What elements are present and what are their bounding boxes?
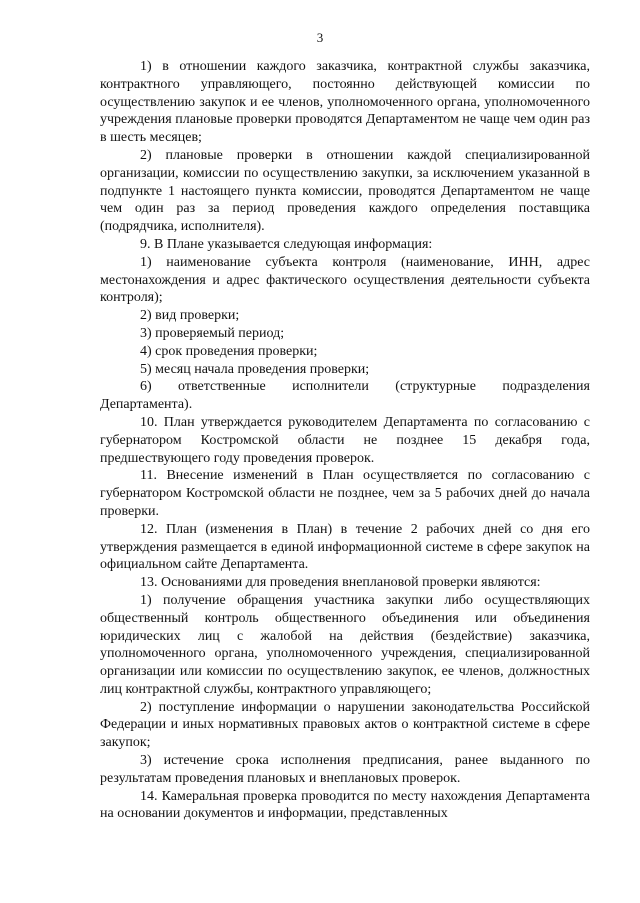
paragraph-11: 11. Внесение изменений в План осуществляется по согласованию с губернатором Костромской области не позднее, чем за 5 рабочих дней до начала проверки. [100,468,590,519]
paragraph-9-5: 5) месяц начала проведения проверки; [140,361,370,377]
paragraph-13-2: 2) поступление информации о нарушении законодательства Российской Федерации и иных нормативных правовых актов о контрактной системе в сфере закупок; [100,699,590,751]
paragraph-8-2: 2) плановые проверки в отношении каждой специализированной организации, комиссии по осуществлению закупки, за исключением указанной в подпункте 1 настоящего пункта комиссии, проводятся Департаментом не чаще чем один раз за период проведения каждого определения поставщика (подрядчика, исполнителя). [100,147,590,235]
paragraph-10: 10. План утверждается руководителем Департамента по согласованию с губернатором Костромской области не позднее 15 декабря года, предшествующего году проведения проверок. [100,414,590,466]
paragraph-9-3: 3) проверяемый период; [140,325,285,341]
paragraph-14: 14. Камеральная проверка проводится по месту нахождения Департамента на основании документов и информации, представленных [100,788,590,822]
paragraph-8-1: 1) в отношении каждого заказчика, контрактной службы заказчика, контрактного управляющего, постоянно действующей комиссии по осуществлению закупок и ее членов, уполномоченного органа, уполномоченного учреждения плановые проверки проводятся Департаментом не чаще чем один раз в шесть месяцев; [100,59,590,146]
paragraph-13: 13. Основаниями для проведения внеплановой проверки являются: [140,575,541,591]
document-body [100,58,590,823]
paragraph-9-2: 2) вид проверки; [140,308,240,324]
paragraph-13-3: 3) истечение срока исполнения предписания, ранее выданного по результатам проведения плановых и внеплановых проверок. [100,753,590,786]
paragraph-9-1: 1) наименование субъекта контроля (наименование, ИНН, адрес местонахождения и адрес фактического осуществления деятельности субъекта контроля); [100,254,590,306]
paragraph-9-4: 4) срок проведения проверки; [140,343,318,359]
paragraph-12: 12. План (изменения в План) в течение 2 рабочих дней со дня его утверждения размещается в единой информационной системе в сфере закупок на официальном сайте Департамента. [100,521,590,573]
page-number: 3 [316,30,324,45]
paragraph-9: 9. В Плане указывается следующая информация: [140,236,433,252]
paragraph-9-6: 6) ответственные исполнители (структурные подразделения Департамента). [100,379,590,413]
paragraph-13-1: 1) получение обращения участника закупки либо осуществляющих общественный контроль общественного объединения или объединения юридических лиц с жалобой на действия (бездействие) заказчика, уполномоченного органа, уполномоченного учреждения, специализированной организации или комиссии по осуществлению закупок, ее членов, должностных лиц контрактной службы, контрактного управляющего; [100,592,590,697]
